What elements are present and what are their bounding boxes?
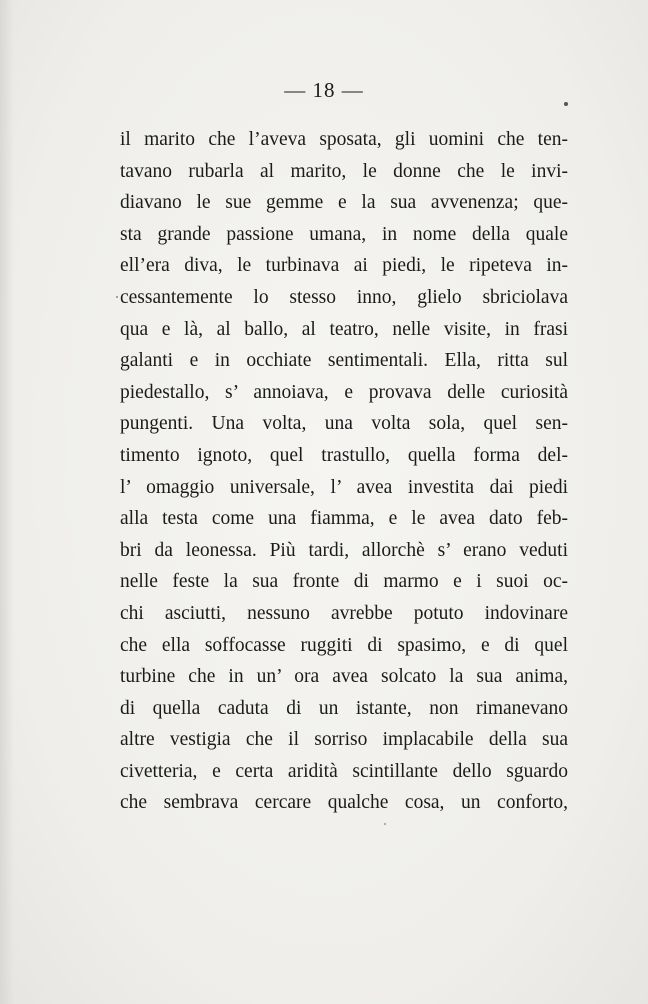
text-line: bri da leonessa. Più tardi, allorchè s’ erano veduti (120, 539, 568, 561)
text-line: altre vestigia che il sorriso implacabile della sua (120, 729, 568, 751)
body-text (120, 124, 568, 819)
page-number: — 18 — (284, 78, 364, 102)
text-line: piedestallo, s’ annoiava, e provava delle curiosità (120, 381, 568, 403)
text-line: nelle feste la sua fronte di marmo e i suoi oc- (120, 571, 568, 593)
text-line: turbine che in un’ ora avea solcato la sua anima, (120, 666, 568, 688)
text-line: tavano rubarla al marito, le donne che le invi- (120, 160, 568, 182)
text-line: diavano le sue gemme e la sua avvenenza; que- (120, 192, 568, 214)
text-line: che sembrava cercare qualche cosa, un conforto, (120, 792, 568, 814)
text-line: ell’era diva, le turbinava ai piedi, le ripeteva in- (120, 255, 568, 277)
text-line: galanti e in occhiate sentimentali. Ella, ritta sul (120, 350, 568, 372)
text-line: civetteria, e certa aridità scintillante dello sguardo (120, 760, 568, 782)
text-line: di quella caduta di un istante, non rimanevano (120, 697, 568, 719)
text-line: sta grande passione umana, in nome della quale (120, 223, 568, 245)
text-line: il marito che l’aveva sposata, gli uomini che ten- (120, 129, 568, 150)
text-line: l’ omaggio universale, l’ avea investita dai piedi (120, 476, 568, 498)
text-line: timento ignoto, quel trastullo, quella forma del- (120, 444, 568, 466)
text-line: pungenti. Una volta, una volta sola, quel sen- (120, 413, 568, 435)
text-line: qua e là, al ballo, al teatro, nelle visite, in frasi (120, 318, 568, 340)
text-line: che ella soffocasse ruggiti di spasimo, e di quel (120, 634, 568, 656)
text-line: chi asciutti, nessuno avrebbe potuto indovinare (120, 602, 568, 624)
text-line: cessantemente lo stesso inno, glielo sbriciolava (120, 286, 568, 308)
ink-speck (564, 102, 568, 106)
ink-speck (116, 296, 118, 298)
spine-shadow (0, 0, 14, 1004)
ink-speck (384, 823, 386, 825)
text-line: alla testa come una fiamma, e le avea dato feb- (120, 508, 568, 530)
